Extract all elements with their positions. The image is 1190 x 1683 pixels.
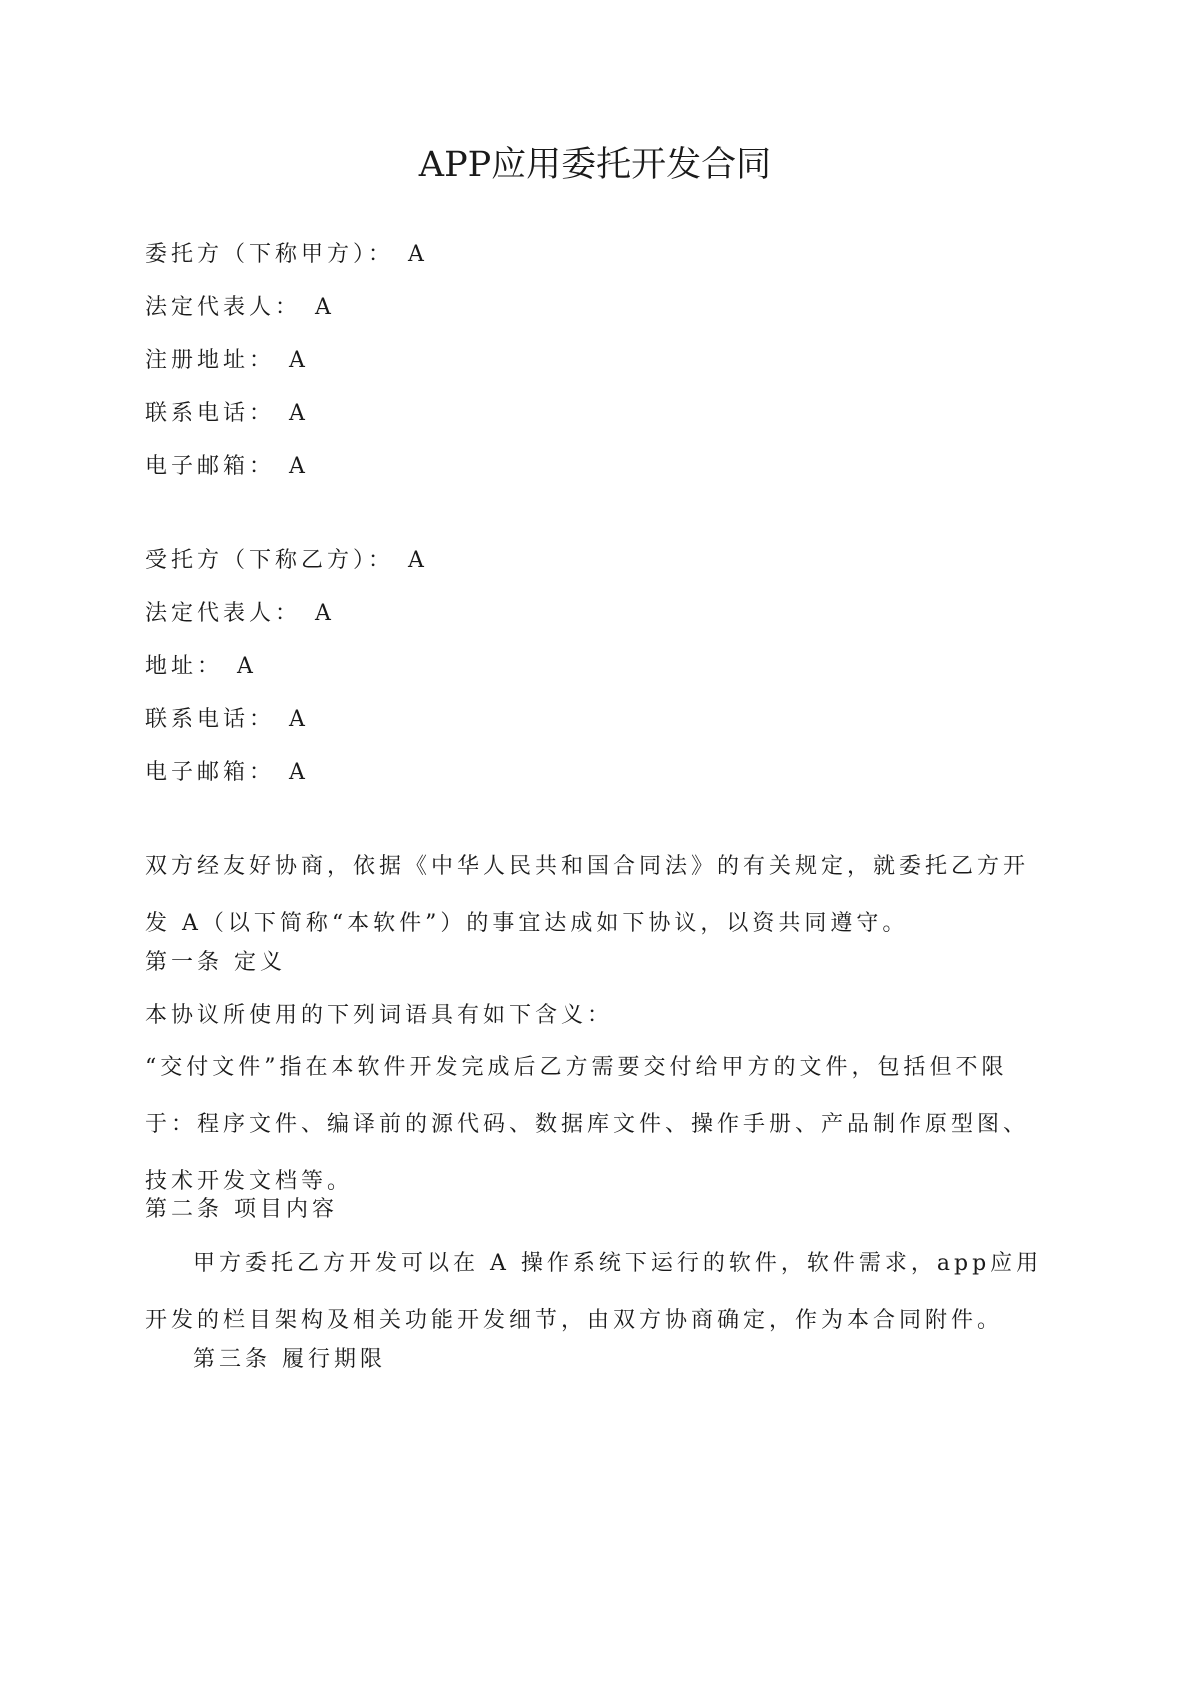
party-b-phone-value: A bbox=[289, 707, 309, 732]
party-a-email-value: A bbox=[289, 454, 309, 479]
party-b-address-label: 地址： bbox=[145, 654, 224, 679]
article-2-heading: 第二条 项目内容 bbox=[145, 1197, 338, 1222]
party-b-email-label: 电子邮箱： bbox=[145, 760, 276, 785]
party-a-address-label: 注册地址： bbox=[145, 348, 276, 373]
party-b-rep-value: A bbox=[315, 601, 335, 626]
party-b-heading-value: A bbox=[408, 548, 428, 573]
party-b-phone bbox=[145, 705, 309, 735]
party-b-heading bbox=[145, 546, 428, 576]
article-1-heading: 第一条 定义 bbox=[145, 950, 286, 975]
party-a-phone bbox=[145, 399, 309, 429]
party-a-heading-value: A bbox=[408, 242, 428, 267]
party-b-address-value: A bbox=[237, 654, 257, 679]
party-a-rep-value: A bbox=[315, 295, 335, 320]
intro-paragraph: 双方经友好协商，依据《中华人民共和国合同法》的有关规定，就委托乙方开发 A（以下简称“本软件”）的事宜达成如下协议，以资共同遵守。 bbox=[145, 854, 1030, 936]
party-b-phone-label: 联系电话： bbox=[145, 707, 276, 732]
party-a-heading bbox=[145, 240, 428, 270]
party-a-phone-value: A bbox=[289, 401, 309, 426]
party-a-email bbox=[145, 452, 309, 482]
article-1-definition: “交付文件”指在本软件开发完成后乙方需要交付给甲方的文件，包括但不限于：程序文件、编译前的源代码、数据库文件、操作手册、产品制作原型图、技术开发文档等。 bbox=[145, 1055, 1030, 1194]
party-a-address-value: A bbox=[289, 348, 309, 373]
party-a-representative bbox=[145, 293, 335, 323]
party-a-phone-label: 联系电话： bbox=[145, 401, 276, 426]
party-b-heading-label: 受托方（下称乙方）： bbox=[145, 548, 395, 573]
article-2-body: 甲方委托乙方开发可以在 A 操作系统下运行的软件，软件需求，app应用开发的栏目架构及相关功能开发细节，由双方协商确定，作为本合同附件。 bbox=[145, 1251, 1043, 1333]
party-b-email bbox=[145, 758, 309, 788]
article-3-heading: 第三条 履行期限 bbox=[193, 1347, 386, 1372]
party-b-email-value: A bbox=[289, 760, 309, 785]
party-b-rep-label: 法定代表人： bbox=[145, 601, 302, 626]
document-title: APP应用委托开发合同 bbox=[418, 145, 772, 185]
party-a-rep-label: 法定代表人： bbox=[145, 295, 302, 320]
party-a-heading-label: 委托方（下称甲方）： bbox=[145, 242, 395, 267]
article-1-lead: 本协议所使用的下列词语具有如下含义： bbox=[145, 1003, 614, 1028]
party-a-email-label: 电子邮箱： bbox=[145, 454, 276, 479]
party-a-address bbox=[145, 346, 309, 376]
party-b-representative bbox=[145, 599, 335, 629]
party-b-address bbox=[145, 652, 257, 682]
